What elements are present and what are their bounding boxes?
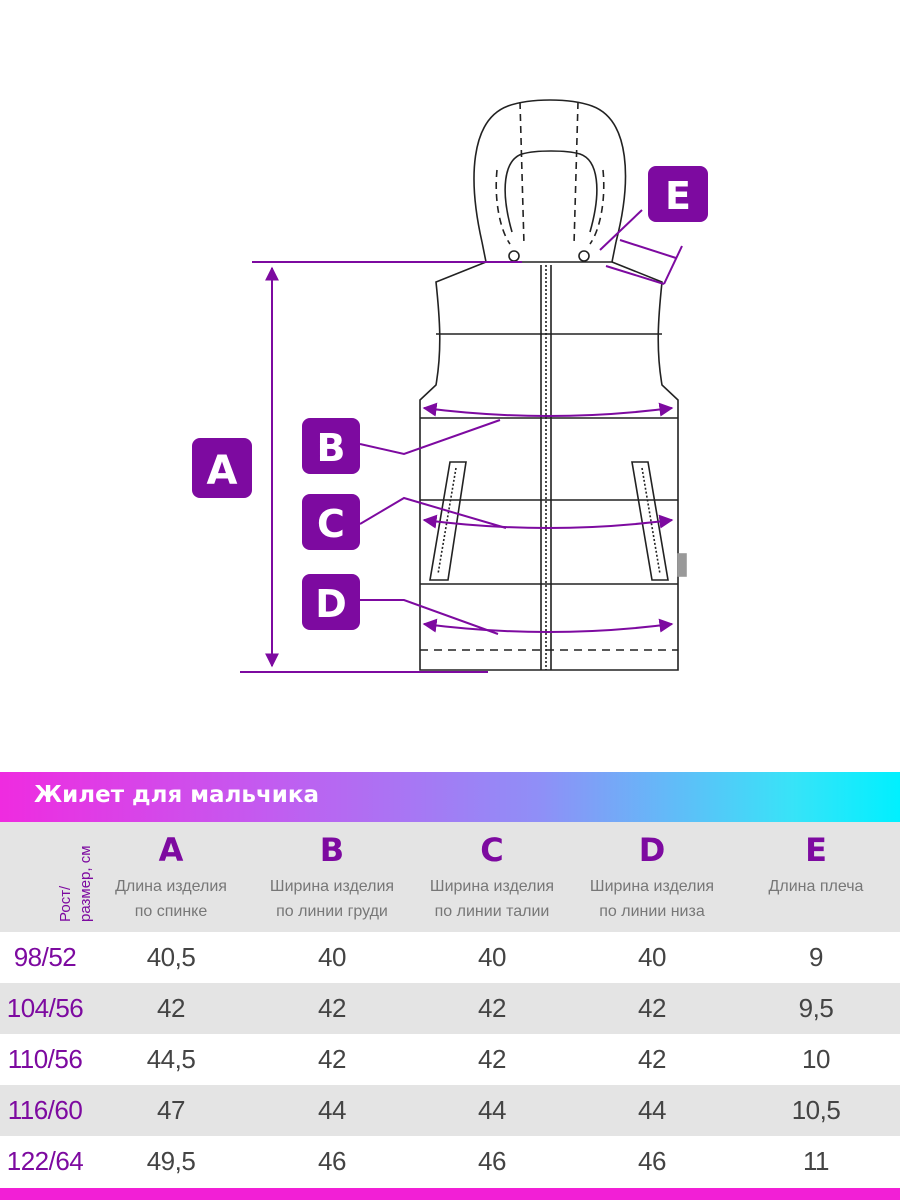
table-row [0, 983, 900, 1034]
column-header-b [252, 822, 412, 932]
value-cell-b: 42 [318, 1044, 346, 1074]
value-cell-c: 44 [412, 1085, 572, 1136]
column-letter: B [319, 831, 345, 869]
label-e: E [665, 174, 691, 218]
value-cell-c: 42 [412, 983, 572, 1034]
value-cell-c: 40 [478, 942, 506, 972]
table-row [0, 932, 900, 983]
value-cell-d: 42 [572, 983, 732, 1034]
table-row [0, 1136, 900, 1187]
value-cell-d: 42 [638, 1044, 666, 1074]
value-cell-e: 10 [802, 1044, 830, 1074]
label-d: D [315, 582, 347, 626]
title-bar [0, 772, 900, 822]
column-description: Длина изделия по спинке [115, 878, 227, 920]
table-row [0, 1085, 900, 1136]
column-header-d [572, 822, 732, 932]
label-d-badge [302, 574, 360, 630]
value-cell-e: 9,5 [732, 983, 900, 1034]
value-cell-b: 42 [252, 983, 412, 1034]
size-column-header [0, 822, 94, 932]
value-cell-c: 46 [478, 1146, 506, 1176]
size-cell: 122/64 [6, 1146, 84, 1176]
measure-c [360, 498, 672, 528]
value-cell-a: 49,5 [146, 1146, 196, 1176]
value-cell-c: 42 [478, 1044, 506, 1074]
column-header-e [732, 822, 900, 932]
size-column-label: Рост/ размер, см [57, 845, 94, 922]
value-cell-d: 40 [638, 942, 666, 972]
column-description: Ширина изделия по линии низа [589, 878, 715, 920]
label-a: A [206, 448, 238, 494]
value-cell-e: 10,5 [732, 1085, 900, 1136]
value-cell-b: 46 [318, 1146, 346, 1176]
value-cell-b: 40 [318, 942, 346, 972]
measure-d [360, 600, 672, 634]
size-cell: 98/52 [13, 942, 77, 972]
label-c: C [317, 502, 345, 546]
vest-outline [420, 100, 686, 670]
size-cell: 110/56 [7, 1044, 83, 1074]
value-cell-a: 42 [90, 983, 252, 1034]
column-letter: C [480, 831, 504, 869]
measure-b [360, 408, 672, 454]
value-cell-e: 11 [803, 1146, 829, 1176]
table-header-row [0, 822, 900, 932]
size-cell: 116/60 [0, 1085, 90, 1136]
label-a-badge [192, 438, 252, 498]
table-row [0, 1034, 900, 1085]
label-b-badge [302, 418, 360, 474]
measure-a [240, 262, 522, 672]
value-cell-a: 47 [90, 1085, 252, 1136]
column-letter: A [158, 831, 184, 869]
value-cell-b: 44 [252, 1085, 412, 1136]
column-letter: E [805, 831, 827, 869]
value-cell-a: 44,5 [146, 1044, 196, 1074]
column-letter: D [638, 831, 666, 869]
bottom-accent-bar [0, 1188, 900, 1200]
column-header-c [412, 822, 572, 932]
label-c-badge [302, 494, 360, 550]
value-cell-d: 44 [572, 1085, 732, 1136]
label-e-badge [648, 166, 708, 222]
column-header-a [90, 822, 252, 932]
label-b: B [316, 426, 346, 470]
size-table [0, 822, 900, 1187]
column-description: Ширина изделия по линии груди [269, 878, 395, 920]
value-cell-a: 40,5 [146, 942, 196, 972]
column-description: Длина плеча [768, 878, 864, 895]
product-title: Жилет для мальчика [34, 782, 319, 808]
value-cell-e: 9 [809, 942, 823, 972]
size-cell: 104/56 [0, 983, 90, 1034]
column-description: Ширина изделия по линии талии [429, 878, 555, 920]
value-cell-d: 46 [638, 1146, 666, 1176]
